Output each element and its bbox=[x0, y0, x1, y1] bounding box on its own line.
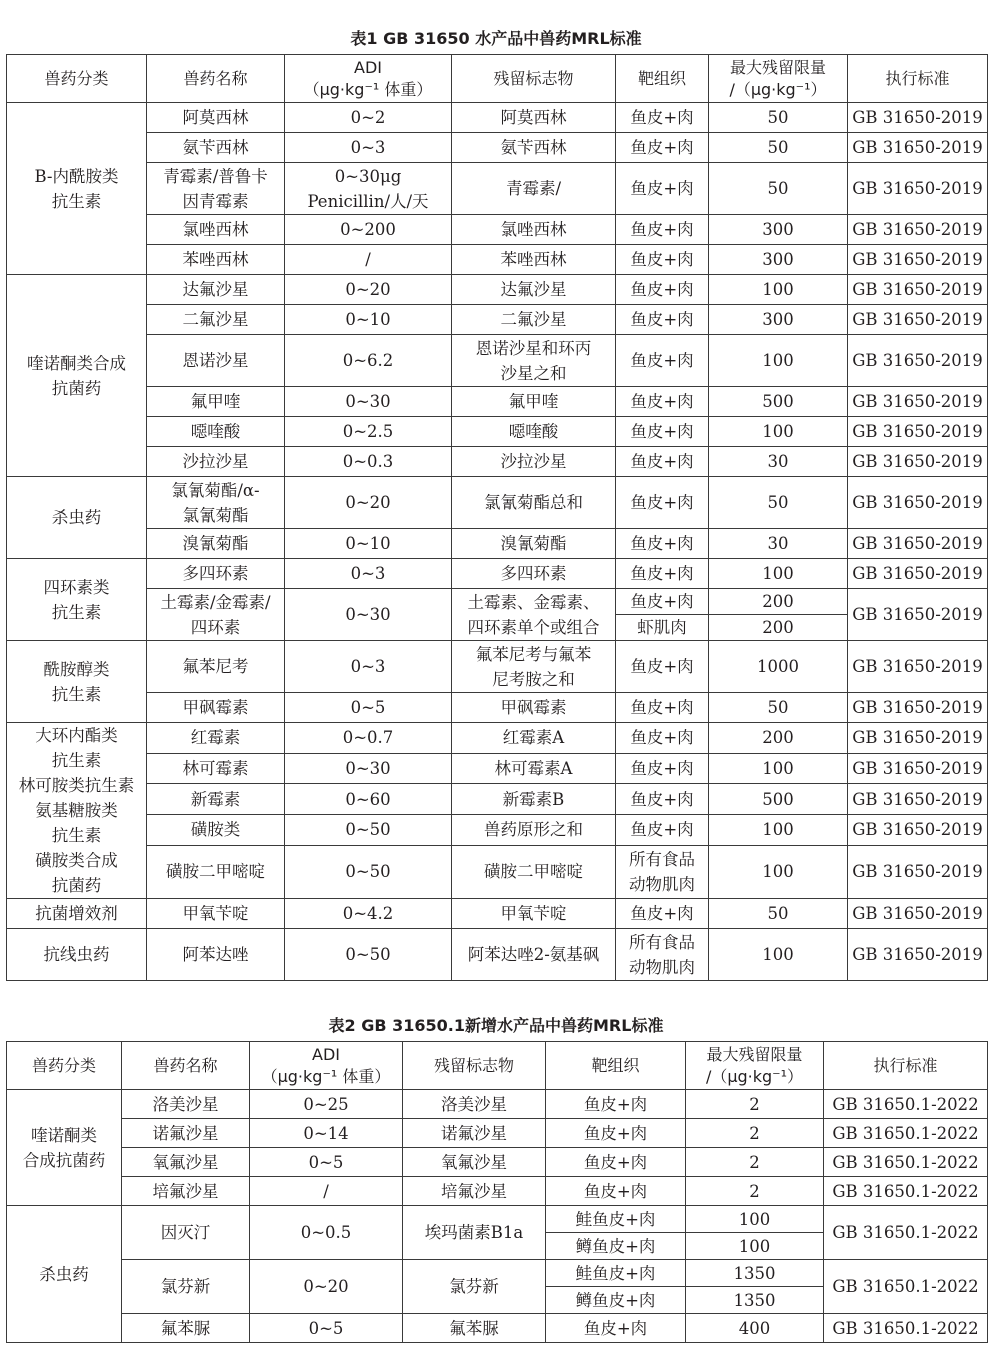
residue-marker-cell: 氧氟沙星 bbox=[403, 1148, 546, 1177]
standard-cell: GB 31650-2019 bbox=[848, 929, 988, 981]
drug-name-cell: 磺胺类 bbox=[147, 815, 285, 846]
table1-body bbox=[7, 103, 988, 981]
adi-cell: 0~14 bbox=[250, 1119, 403, 1148]
residue-marker-cell: 溴氰菊酯 bbox=[452, 529, 616, 559]
target-tissue-cell: 所有食品 动物肌肉 bbox=[616, 845, 709, 898]
category-cell: 抗菌增效剂 bbox=[7, 899, 147, 929]
target-tissue-cell: 鱼皮+肉 bbox=[546, 1177, 686, 1206]
standard-cell: GB 31650.1-2022 bbox=[824, 1148, 988, 1177]
drug-name-cell: 恩诺沙星 bbox=[147, 335, 285, 387]
adi-cell: 0~30 bbox=[285, 387, 452, 417]
mrl-cell: 500 bbox=[709, 387, 848, 417]
mrl-cell: 30 bbox=[709, 447, 848, 477]
mrl-cell: 100 bbox=[686, 1233, 824, 1260]
mrl-cell: 30 bbox=[709, 529, 848, 559]
target-tissue-cell: 鲑鱼皮+肉 bbox=[546, 1206, 686, 1233]
residue-marker-cell: 新霉素B bbox=[452, 784, 616, 815]
mrl-cell: 200 bbox=[709, 723, 848, 754]
table-row bbox=[7, 929, 988, 981]
adi-cell: 0~0.7 bbox=[285, 723, 452, 754]
header-drug: 兽药名称 bbox=[147, 55, 285, 103]
adi-cell: 0~0.3 bbox=[285, 447, 452, 477]
adi-cell: 0~2.5 bbox=[285, 417, 452, 447]
drug-name-cell: 青霉素/普鲁卡 因青霉素 bbox=[147, 163, 285, 215]
target-tissue-cell: 鱼皮+肉 bbox=[616, 559, 709, 589]
header-adi bbox=[285, 55, 452, 103]
residue-marker-cell: 阿苯达唑2-氨基砜 bbox=[452, 929, 616, 981]
adi-cell: 0~6.2 bbox=[285, 335, 452, 387]
adi-cell: 0~60 bbox=[285, 784, 452, 815]
mrl-cell: 300 bbox=[709, 305, 848, 335]
residue-marker-cell: 甲氧苄啶 bbox=[452, 899, 616, 929]
target-tissue-cell: 鱼皮+肉 bbox=[616, 784, 709, 815]
residue-marker-cell: 甲砜霉素 bbox=[452, 693, 616, 723]
residue-marker-cell: 氟苯脲 bbox=[403, 1314, 546, 1343]
adi-cell: 0~3 bbox=[285, 641, 452, 693]
adi-cell: 0~3 bbox=[285, 133, 452, 163]
residue-marker-cell: 兽药原形之和 bbox=[452, 815, 616, 846]
table-row bbox=[7, 305, 988, 335]
target-tissue-cell: 鱼皮+肉 bbox=[616, 753, 709, 784]
category-cell: 抗线虫药 bbox=[7, 929, 147, 981]
header-adi-line1: ADI bbox=[354, 57, 382, 77]
header-tissue: 靶组织 bbox=[546, 1042, 686, 1090]
table-row bbox=[7, 417, 988, 447]
table-row bbox=[7, 784, 988, 815]
drug-name-cell: 多四环素 bbox=[147, 559, 285, 589]
drug-name-cell: 氟苯脲 bbox=[122, 1314, 250, 1343]
standard-cell: GB 31650.1-2022 bbox=[824, 1314, 988, 1343]
drug-name-cell: 氯芬新 bbox=[122, 1260, 250, 1314]
standard-cell: GB 31650.1-2022 bbox=[824, 1260, 988, 1314]
target-tissue-cell: 鱼皮+肉 bbox=[616, 723, 709, 754]
standard-cell: GB 31650-2019 bbox=[848, 641, 988, 693]
target-tissue-cell: 鱼皮+肉 bbox=[546, 1314, 686, 1343]
mrl-cell: 100 bbox=[709, 845, 848, 898]
header-marker: 残留标志物 bbox=[403, 1042, 546, 1090]
residue-marker-cell: 磺胺二甲嘧啶 bbox=[452, 845, 616, 898]
mrl-cell: 50 bbox=[709, 163, 848, 215]
standard-cell: GB 31650.1-2022 bbox=[824, 1090, 988, 1119]
target-tissue-cell: 鳟鱼皮+肉 bbox=[546, 1233, 686, 1260]
table-row bbox=[7, 1090, 988, 1119]
adi-cell: 0~20 bbox=[285, 275, 452, 305]
target-tissue-cell: 鱼皮+肉 bbox=[546, 1090, 686, 1119]
standard-cell: GB 31650-2019 bbox=[848, 477, 988, 529]
residue-marker-cell: 青霉素/ bbox=[452, 163, 616, 215]
adi-cell: 0~4.2 bbox=[285, 899, 452, 929]
category-cell: 酰胺醇类 抗生素 bbox=[7, 641, 147, 723]
target-tissue-cell: 鲑鱼皮+肉 bbox=[546, 1260, 686, 1287]
target-tissue-cell: 鱼皮+肉 bbox=[616, 335, 709, 387]
table-row bbox=[7, 447, 988, 477]
target-tissue-cell: 鱼皮+肉 bbox=[616, 215, 709, 245]
target-tissue-cell: 虾肌肉 bbox=[616, 615, 709, 641]
standard-cell: GB 31650-2019 bbox=[848, 103, 988, 133]
category-cell: 杀虫药 bbox=[7, 477, 147, 559]
adi-cell: 0~2 bbox=[285, 103, 452, 133]
drug-name-cell: 氟苯尼考 bbox=[147, 641, 285, 693]
residue-marker-cell: 土霉素、金霉素、 四环素单个或组合 bbox=[452, 589, 616, 641]
table-row bbox=[7, 845, 988, 898]
mrl-cell: 1350 bbox=[686, 1260, 824, 1287]
header-tissue: 靶组织 bbox=[616, 55, 709, 103]
table-row bbox=[7, 1148, 988, 1177]
header-mrl-line1: 最大残留限量 bbox=[706, 1044, 803, 1064]
standard-cell: GB 31650-2019 bbox=[848, 215, 988, 245]
adi-cell: 0~20 bbox=[285, 477, 452, 529]
standard-cell: GB 31650.1-2022 bbox=[824, 1119, 988, 1148]
standard-cell: GB 31650-2019 bbox=[848, 753, 988, 784]
mrl-cell: 2 bbox=[686, 1119, 824, 1148]
table-row bbox=[7, 1260, 988, 1287]
standard-cell: GB 31650-2019 bbox=[848, 245, 988, 275]
category-cell: 喹诺酮类 合成抗菌药 bbox=[7, 1090, 122, 1206]
standard-cell: GB 31650-2019 bbox=[848, 529, 988, 559]
residue-marker-cell: 达氟沙星 bbox=[452, 275, 616, 305]
residue-marker-cell: 氯芬新 bbox=[403, 1260, 546, 1314]
drug-name-cell: 二氟沙星 bbox=[147, 305, 285, 335]
standard-cell: GB 31650-2019 bbox=[848, 815, 988, 846]
drug-name-cell: 新霉素 bbox=[147, 784, 285, 815]
mrl-cell: 100 bbox=[709, 417, 848, 447]
residue-marker-cell: 诺氟沙星 bbox=[403, 1119, 546, 1148]
standard-cell: GB 31650-2019 bbox=[848, 417, 988, 447]
target-tissue-cell: 鱼皮+肉 bbox=[616, 133, 709, 163]
header-marker: 残留标志物 bbox=[452, 55, 616, 103]
mrl-cell: 2 bbox=[686, 1177, 824, 1206]
standard-cell: GB 31650-2019 bbox=[848, 163, 988, 215]
header-category: 兽药分类 bbox=[7, 1042, 122, 1090]
residue-marker-cell: 恩诺沙星和环丙 沙星之和 bbox=[452, 335, 616, 387]
mrl-cell: 300 bbox=[709, 215, 848, 245]
target-tissue-cell: 鱼皮+肉 bbox=[616, 305, 709, 335]
target-tissue-cell: 鱼皮+肉 bbox=[616, 815, 709, 846]
table-row bbox=[7, 1119, 988, 1148]
table-row bbox=[7, 589, 988, 615]
table-row bbox=[7, 753, 988, 784]
mrl-cell: 1350 bbox=[686, 1287, 824, 1314]
table-row bbox=[7, 1314, 988, 1343]
table-row bbox=[7, 335, 988, 387]
standard-cell: GB 31650.1-2022 bbox=[824, 1177, 988, 1206]
mrl-cell: 200 bbox=[709, 615, 848, 641]
residue-marker-cell: 培氟沙星 bbox=[403, 1177, 546, 1206]
standard-cell: GB 31650-2019 bbox=[848, 693, 988, 723]
target-tissue-cell: 鱼皮+肉 bbox=[616, 387, 709, 417]
mrl-cell: 50 bbox=[709, 693, 848, 723]
standard-cell: GB 31650-2019 bbox=[848, 275, 988, 305]
drug-name-cell: 氧氟沙星 bbox=[122, 1148, 250, 1177]
target-tissue-cell: 鱼皮+肉 bbox=[546, 1148, 686, 1177]
table-row bbox=[7, 163, 988, 215]
target-tissue-cell: 鱼皮+肉 bbox=[546, 1119, 686, 1148]
standard-cell: GB 31650-2019 bbox=[848, 845, 988, 898]
table-row bbox=[7, 723, 988, 754]
mrl-cell: 50 bbox=[709, 899, 848, 929]
adi-cell: 0~10 bbox=[285, 305, 452, 335]
mrl-cell: 400 bbox=[686, 1314, 824, 1343]
standard-cell: GB 31650-2019 bbox=[848, 784, 988, 815]
mrl-cell: 100 bbox=[709, 815, 848, 846]
target-tissue-cell: 鱼皮+肉 bbox=[616, 641, 709, 693]
mrl-table-1 bbox=[6, 54, 988, 981]
header-adi-line1: ADI bbox=[312, 1044, 340, 1064]
residue-marker-cell: 氨苄西林 bbox=[452, 133, 616, 163]
drug-name-cell: 因灭汀 bbox=[122, 1206, 250, 1260]
table-row bbox=[7, 387, 988, 417]
table-row bbox=[7, 245, 988, 275]
drug-name-cell: 培氟沙星 bbox=[122, 1177, 250, 1206]
header-category: 兽药分类 bbox=[7, 55, 147, 103]
mrl-cell: 100 bbox=[686, 1206, 824, 1233]
drug-name-cell: 苯唑西林 bbox=[147, 245, 285, 275]
residue-marker-cell: 沙拉沙星 bbox=[452, 447, 616, 477]
mrl-cell: 100 bbox=[709, 753, 848, 784]
table-row bbox=[7, 1206, 988, 1233]
header-mrl bbox=[709, 55, 848, 103]
drug-name-cell: 氟甲喹 bbox=[147, 387, 285, 417]
target-tissue-cell: 鱼皮+肉 bbox=[616, 417, 709, 447]
mrl-cell: 100 bbox=[709, 275, 848, 305]
table-row bbox=[7, 215, 988, 245]
mrl-cell: 50 bbox=[709, 477, 848, 529]
residue-marker-cell: 氯唑西林 bbox=[452, 215, 616, 245]
adi-cell: 0~25 bbox=[250, 1090, 403, 1119]
mrl-cell: 50 bbox=[709, 103, 848, 133]
mrl-cell: 100 bbox=[709, 929, 848, 981]
drug-name-cell: 甲氧苄啶 bbox=[147, 899, 285, 929]
table-row bbox=[7, 477, 988, 529]
table-row bbox=[7, 641, 988, 693]
drug-name-cell: 氯唑西林 bbox=[147, 215, 285, 245]
adi-cell: 0~50 bbox=[285, 929, 452, 981]
standard-cell: GB 31650-2019 bbox=[848, 559, 988, 589]
target-tissue-cell: 所有食品 动物肌肉 bbox=[616, 929, 709, 981]
adi-cell: 0~20 bbox=[250, 1260, 403, 1314]
target-tissue-cell: 鱼皮+肉 bbox=[616, 275, 709, 305]
drug-name-cell: 氯氰菊酯/α- 氯氰菊酯 bbox=[147, 477, 285, 529]
adi-cell: 0~5 bbox=[285, 693, 452, 723]
drug-name-cell: 洛美沙星 bbox=[122, 1090, 250, 1119]
table-row bbox=[7, 1177, 988, 1206]
table-row bbox=[7, 815, 988, 846]
standard-cell: GB 31650-2019 bbox=[848, 723, 988, 754]
mrl-cell: 500 bbox=[709, 784, 848, 815]
residue-marker-cell: 多四环素 bbox=[452, 559, 616, 589]
target-tissue-cell: 鱼皮+肉 bbox=[616, 477, 709, 529]
standard-cell: GB 31650-2019 bbox=[848, 589, 988, 641]
adi-cell: 0~10 bbox=[285, 529, 452, 559]
adi-cell: 0~0.5 bbox=[250, 1206, 403, 1260]
standard-cell: GB 31650.1-2022 bbox=[824, 1206, 988, 1260]
adi-cell: 0~5 bbox=[250, 1148, 403, 1177]
mrl-cell: 2 bbox=[686, 1148, 824, 1177]
drug-name-cell: 甲砜霉素 bbox=[147, 693, 285, 723]
standard-cell: GB 31650-2019 bbox=[848, 899, 988, 929]
drug-name-cell: 达氟沙星 bbox=[147, 275, 285, 305]
target-tissue-cell: 鳟鱼皮+肉 bbox=[546, 1287, 686, 1314]
residue-marker-cell: 氟甲喹 bbox=[452, 387, 616, 417]
header-adi bbox=[250, 1042, 403, 1090]
target-tissue-cell: 鱼皮+肉 bbox=[616, 693, 709, 723]
mrl-cell: 50 bbox=[709, 133, 848, 163]
adi-cell: 0~50 bbox=[285, 845, 452, 898]
drug-name-cell: 磺胺二甲嘧啶 bbox=[147, 845, 285, 898]
drug-name-cell: 阿莫西林 bbox=[147, 103, 285, 133]
target-tissue-cell: 鱼皮+肉 bbox=[616, 529, 709, 559]
table2-caption: 表2 GB 31650.1新增水产品中兽药MRL标准 bbox=[328, 1016, 664, 1035]
residue-marker-cell: 苯唑西林 bbox=[452, 245, 616, 275]
table-row bbox=[7, 529, 988, 559]
target-tissue-cell: 鱼皮+肉 bbox=[616, 899, 709, 929]
drug-name-cell: 诺氟沙星 bbox=[122, 1119, 250, 1148]
mrl-cell: 200 bbox=[709, 589, 848, 615]
category-cell: 四环素类 抗生素 bbox=[7, 559, 147, 641]
table1-caption: 表1 GB 31650 水产品中兽药MRL标准 bbox=[350, 29, 642, 48]
mrl-cell: 100 bbox=[709, 335, 848, 387]
residue-marker-cell: 阿莫西林 bbox=[452, 103, 616, 133]
standard-cell: GB 31650-2019 bbox=[848, 335, 988, 387]
drug-name-cell: 氨苄西林 bbox=[147, 133, 285, 163]
drug-name-cell: 溴氰菊酯 bbox=[147, 529, 285, 559]
adi-cell: / bbox=[250, 1177, 403, 1206]
residue-marker-cell: 氯氰菊酯总和 bbox=[452, 477, 616, 529]
category-cell: 喹诺酮类合成 抗菌药 bbox=[7, 275, 147, 477]
category-cell: B-内酰胺类 抗生素 bbox=[7, 103, 147, 275]
category-cell: 大环内酯类 抗生素 林可胺类抗生素 氨基糖胺类 抗生素 磺胺类合成 抗菌药 bbox=[7, 723, 147, 899]
adi-cell: / bbox=[285, 245, 452, 275]
residue-marker-cell: 氟苯尼考与氟苯 尼考胺之和 bbox=[452, 641, 616, 693]
header-mrl-line2: /（μg·kg⁻¹） bbox=[705, 1066, 804, 1086]
target-tissue-cell: 鱼皮+肉 bbox=[616, 103, 709, 133]
table-row bbox=[7, 899, 988, 929]
adi-cell: 0~5 bbox=[250, 1314, 403, 1343]
residue-marker-cell: 噁喹酸 bbox=[452, 417, 616, 447]
target-tissue-cell: 鱼皮+肉 bbox=[616, 245, 709, 275]
header-drug: 兽药名称 bbox=[122, 1042, 250, 1090]
header-adi-line2: （μg·kg⁻¹ 体重） bbox=[303, 79, 433, 99]
drug-name-cell: 噁喹酸 bbox=[147, 417, 285, 447]
residue-marker-cell: 二氟沙星 bbox=[452, 305, 616, 335]
adi-cell: 0~3 bbox=[285, 559, 452, 589]
table2-body bbox=[7, 1090, 988, 1343]
mrl-cell: 1000 bbox=[709, 641, 848, 693]
residue-marker-cell: 红霉素A bbox=[452, 723, 616, 754]
adi-cell: 0~30 bbox=[285, 589, 452, 641]
table-row bbox=[7, 693, 988, 723]
residue-marker-cell: 埃玛菌素B1a bbox=[403, 1206, 546, 1260]
target-tissue-cell: 鱼皮+肉 bbox=[616, 447, 709, 477]
target-tissue-cell: 鱼皮+肉 bbox=[616, 163, 709, 215]
adi-cell: 0~30μg Penicillin/人/天 bbox=[285, 163, 452, 215]
header-mrl bbox=[686, 1042, 824, 1090]
target-tissue-cell: 鱼皮+肉 bbox=[616, 589, 709, 615]
standard-cell: GB 31650-2019 bbox=[848, 133, 988, 163]
standard-cell: GB 31650-2019 bbox=[848, 305, 988, 335]
drug-name-cell: 红霉素 bbox=[147, 723, 285, 754]
adi-cell: 0~30 bbox=[285, 753, 452, 784]
header-standard: 执行标准 bbox=[848, 55, 988, 103]
table-row bbox=[7, 103, 988, 133]
standard-cell: GB 31650-2019 bbox=[848, 387, 988, 417]
table-row bbox=[7, 275, 988, 305]
residue-marker-cell: 林可霉素A bbox=[452, 753, 616, 784]
drug-name-cell: 阿苯达唑 bbox=[147, 929, 285, 981]
table-row bbox=[7, 133, 988, 163]
drug-name-cell: 沙拉沙星 bbox=[147, 447, 285, 477]
mrl-cell: 2 bbox=[686, 1090, 824, 1119]
drug-name-cell: 土霉素/金霉素/ 四环素 bbox=[147, 589, 285, 641]
drug-name-cell: 林可霉素 bbox=[147, 753, 285, 784]
header-mrl-line1: 最大残留限量 bbox=[729, 57, 826, 77]
residue-marker-cell: 洛美沙星 bbox=[403, 1090, 546, 1119]
standard-cell: GB 31650-2019 bbox=[848, 447, 988, 477]
category-cell: 杀虫药 bbox=[7, 1206, 122, 1343]
mrl-cell: 300 bbox=[709, 245, 848, 275]
header-adi-line2: （μg·kg⁻¹ 体重） bbox=[261, 1066, 391, 1086]
header-mrl-line2: /（μg·kg⁻¹） bbox=[729, 79, 827, 99]
adi-cell: 0~50 bbox=[285, 815, 452, 846]
mrl-table-2 bbox=[6, 1041, 988, 1343]
table-row bbox=[7, 559, 988, 589]
adi-cell: 0~200 bbox=[285, 215, 452, 245]
header-standard: 执行标准 bbox=[824, 1042, 988, 1090]
mrl-cell: 100 bbox=[709, 559, 848, 589]
